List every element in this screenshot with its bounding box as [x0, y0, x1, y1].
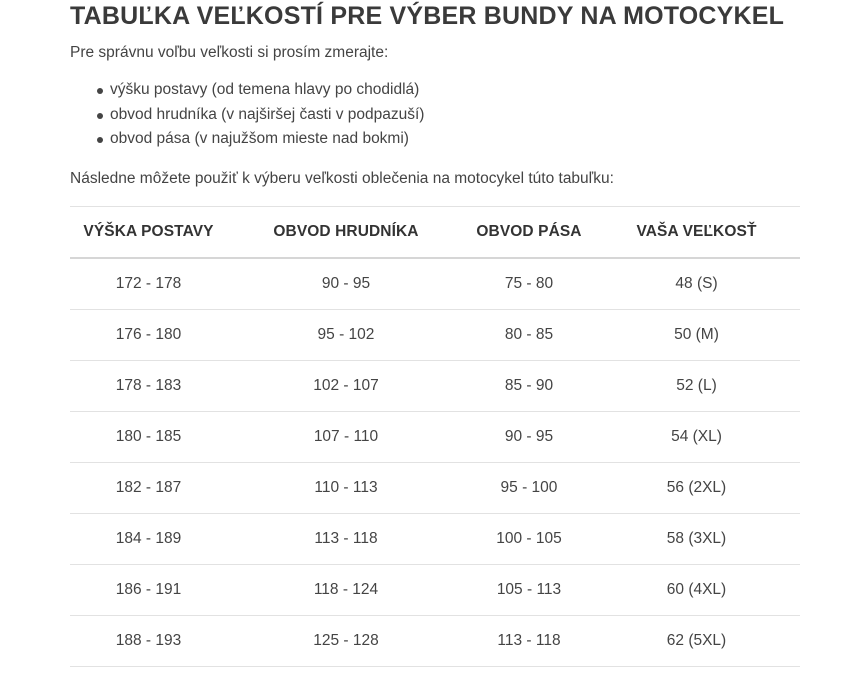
cell-height: 176 - 180 [70, 309, 227, 360]
cell-height: 182 - 187 [70, 462, 227, 513]
cell-waist: 75 - 80 [465, 258, 593, 310]
table-row [70, 411, 800, 462]
cell-waist: 80 - 85 [465, 309, 593, 360]
table-row [70, 258, 800, 310]
cell-size: 62 (5XL) [593, 615, 800, 666]
list-item: obvod hrudníka (v najširšej časti v podpazuší) [110, 103, 800, 128]
cell-chest: 107 - 110 [227, 411, 465, 462]
cell-height: 172 - 178 [70, 258, 227, 310]
header-waist: OBVOD PÁSA [465, 206, 593, 258]
cell-size: 58 (3XL) [593, 513, 800, 564]
header-height: VÝŠKA POSTAVY [70, 206, 227, 258]
header-size: VAŠA VEĽKOSŤ [593, 206, 800, 258]
header-chest: OBVOD HRUDNÍKA [227, 206, 465, 258]
table-row [70, 360, 800, 411]
cell-height: 180 - 185 [70, 411, 227, 462]
table-row [70, 615, 800, 666]
measurement-list [70, 78, 800, 152]
cell-chest: 90 - 95 [227, 258, 465, 310]
outro-text: Následne môžete použiť k výberu veľkosti oblečenia na motocykel túto tabuľku: [70, 169, 614, 187]
cell-chest: 95 - 102 [227, 309, 465, 360]
cell-waist: 90 - 95 [465, 411, 593, 462]
list-item: výšku postavy (od temena hlavy po chodidlá) [110, 78, 800, 103]
cell-waist: 85 - 90 [465, 360, 593, 411]
cell-size: 54 (XL) [593, 411, 800, 462]
cell-chest: 113 - 118 [227, 513, 465, 564]
cell-chest: 110 - 113 [227, 462, 465, 513]
table-row [70, 462, 800, 513]
cell-height: 178 - 183 [70, 360, 227, 411]
cell-chest: 125 - 128 [227, 615, 465, 666]
cell-height: 186 - 191 [70, 564, 227, 615]
cell-size: 60 (4XL) [593, 564, 800, 615]
cell-waist: 113 - 118 [465, 615, 593, 666]
cell-waist: 100 - 105 [465, 513, 593, 564]
table-header-row [70, 206, 800, 258]
intro-text: Pre správnu voľbu veľkosti si prosím zmerajte: [70, 44, 389, 61]
table-body [70, 258, 800, 667]
table-row [70, 513, 800, 564]
page-title: TABUĽKA VEĽKOSTÍ PRE VÝBER BUNDY NA MOTOCYKEL [70, 2, 785, 30]
cell-chest: 118 - 124 [227, 564, 465, 615]
cell-size: 56 (2XL) [593, 462, 800, 513]
cell-height: 188 - 193 [70, 615, 227, 666]
cell-size: 50 (M) [593, 309, 800, 360]
cell-height: 184 - 189 [70, 513, 227, 564]
cell-waist: 105 - 113 [465, 564, 593, 615]
cell-size: 52 (L) [593, 360, 800, 411]
table-row [70, 564, 800, 615]
list-item: obvod pása (v najužšom mieste nad bokmi) [110, 127, 800, 152]
cell-chest: 102 - 107 [227, 360, 465, 411]
cell-waist: 95 - 100 [465, 462, 593, 513]
size-table [70, 206, 800, 667]
table-row [70, 309, 800, 360]
cell-size: 48 (S) [593, 258, 800, 310]
